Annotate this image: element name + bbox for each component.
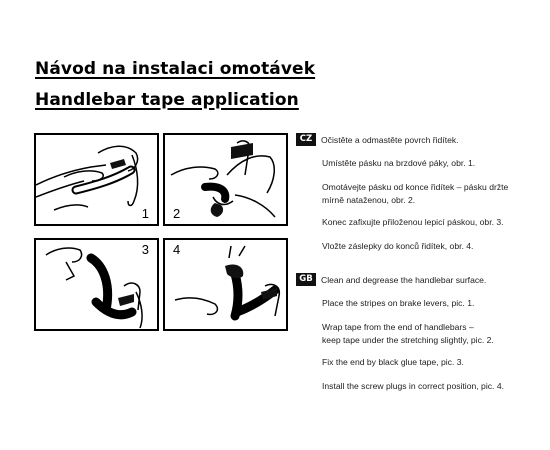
cz-instruction-line: Očistěte a odmastěte povrch řidítek.: [321, 135, 459, 145]
cz-instruction-line: mírně nataženou, obr. 2.: [322, 195, 416, 205]
gb-instruction-line: keep tape under the stretching slightly, pic. 2.: [322, 335, 494, 345]
illustration-panel-3: [34, 238, 159, 331]
panel-number: 1: [141, 206, 149, 221]
cz-instruction-line: Vložte záslepky do konců řidítek, obr. 4.: [322, 241, 474, 251]
hands-wrapping-tape-illustration: [165, 135, 290, 228]
illustration-panel-1: [34, 133, 159, 226]
gb-instruction-line: Install the screw plugs in correct position, pic. 4.: [322, 381, 504, 391]
cz-language-badge: CZ: [296, 133, 316, 146]
title-english: Handlebar tape application: [35, 90, 299, 110]
gb-language-badge: GB: [296, 273, 316, 286]
illustration-panel-4: [163, 238, 288, 331]
cz-instruction-line: Umístěte pásku na brzdové páky, obr. 1.: [322, 158, 476, 168]
title-czech: Návod na instalaci omotávek: [35, 59, 316, 79]
gb-instruction-line: Wrap tape from the end of handlebars –: [322, 322, 474, 332]
cz-instruction-line: Konec zafixujte přiloženou lepicí páskou, obr. 3.: [322, 217, 504, 227]
gb-instruction-line: Clean and degrease the handlebar surface.: [321, 275, 487, 285]
cz-instruction-line: Omotávejte pásku od konce řidítek – pásku držte: [322, 182, 509, 192]
illustration-panel-2: [163, 133, 288, 226]
hand-inserting-end-plug-illustration: [165, 240, 290, 333]
panel-number: 3: [141, 242, 149, 257]
gb-instruction-line: Place the stripes on brake levers, pic. 1.: [322, 298, 475, 308]
gb-instruction-line: Fix the end by black glue tape, pic. 3.: [322, 357, 464, 367]
panel-number: 2: [173, 206, 181, 221]
panel-number: 4: [173, 242, 181, 257]
